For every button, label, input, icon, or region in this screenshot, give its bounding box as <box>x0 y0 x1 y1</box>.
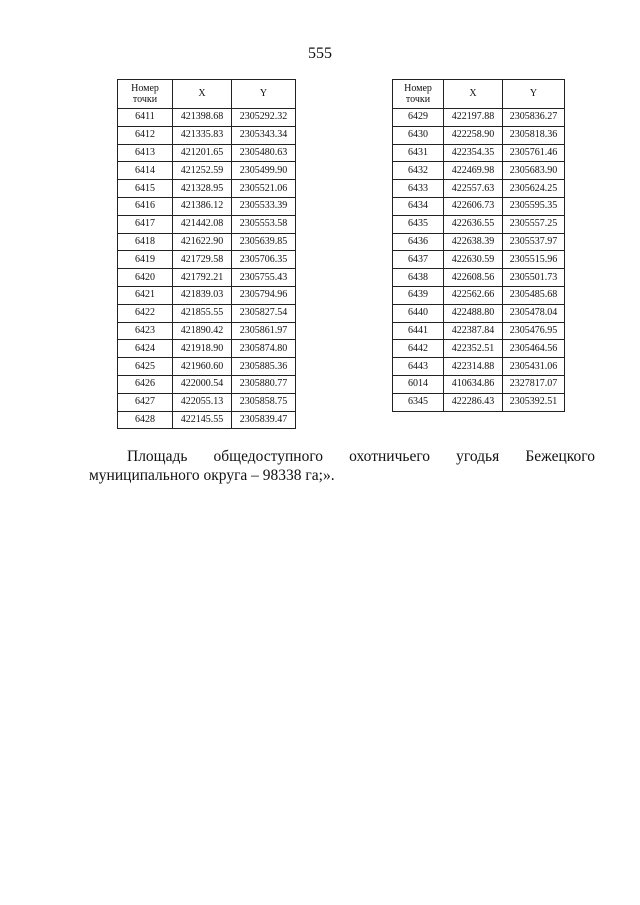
cell-point-number: 6440 <box>393 304 444 322</box>
cell-y: 2305499.90 <box>232 162 296 180</box>
coordinates-table-right <box>392 79 565 412</box>
cell-x: 421335.83 <box>173 126 232 144</box>
cell-y: 2305392.51 <box>503 393 565 411</box>
cell-point-number: 6434 <box>393 197 444 215</box>
cell-x: 421890.42 <box>173 322 232 340</box>
cell-point-number: 6416 <box>118 197 173 215</box>
cell-point-number: 6441 <box>393 322 444 340</box>
cell-x: 421328.95 <box>173 180 232 198</box>
cell-point-number: 6014 <box>393 375 444 393</box>
area-word: общедоступного <box>213 448 324 465</box>
cell-point-number: 6426 <box>118 375 173 393</box>
cell-point-number: 6428 <box>118 411 173 429</box>
table-row <box>393 269 565 287</box>
header-point-number <box>393 80 444 109</box>
cell-x: 422145.55 <box>173 411 232 429</box>
table-header-row <box>118 80 296 109</box>
table-row <box>393 180 565 198</box>
cell-y: 2305501.73 <box>503 269 565 287</box>
table-row <box>118 144 296 162</box>
cell-y: 2305431.06 <box>503 358 565 376</box>
cell-y: 2305624.25 <box>503 180 565 198</box>
table-row <box>118 180 296 198</box>
cell-x: 422606.73 <box>444 197 503 215</box>
table-row <box>118 126 296 144</box>
table-header-row <box>393 80 565 109</box>
cell-point-number: 6430 <box>393 126 444 144</box>
cell-x: 421201.65 <box>173 144 232 162</box>
header-point-number-line2: точки <box>132 94 158 105</box>
table-row <box>393 375 565 393</box>
cell-y: 2305818.36 <box>503 126 565 144</box>
table-left-body <box>118 109 296 429</box>
table-row <box>118 109 296 127</box>
cell-x: 422000.54 <box>173 375 232 393</box>
cell-point-number: 6439 <box>393 286 444 304</box>
cell-x: 421729.58 <box>173 251 232 269</box>
cell-point-number: 6345 <box>393 393 444 411</box>
table-row <box>393 251 565 269</box>
table-row <box>118 286 296 304</box>
cell-point-number: 6431 <box>393 144 444 162</box>
page-number: 555 <box>308 45 332 62</box>
cell-x: 422469.98 <box>444 162 503 180</box>
cell-x: 422562.66 <box>444 286 503 304</box>
header-y: Y <box>503 80 565 109</box>
table-row <box>393 144 565 162</box>
cell-point-number: 6427 <box>118 393 173 411</box>
cell-y: 2305880.77 <box>232 375 296 393</box>
cell-x: 422488.80 <box>444 304 503 322</box>
cell-x: 421622.90 <box>173 233 232 251</box>
cell-point-number: 6418 <box>118 233 173 251</box>
cell-x: 422638.39 <box>444 233 503 251</box>
cell-x: 422352.51 <box>444 340 503 358</box>
table-row <box>393 162 565 180</box>
area-paragraph-line1 <box>89 447 595 466</box>
table-row <box>393 126 565 144</box>
cell-point-number: 6420 <box>118 269 173 287</box>
table-row <box>118 197 296 215</box>
cell-y: 2305885.36 <box>232 358 296 376</box>
header-x: X <box>173 80 232 109</box>
cell-y: 2305861.97 <box>232 322 296 340</box>
cell-y: 2305683.90 <box>503 162 565 180</box>
area-word: Площадь <box>127 448 188 465</box>
cell-x: 422636.55 <box>444 215 503 233</box>
cell-y: 2305343.34 <box>232 126 296 144</box>
cell-point-number: 6433 <box>393 180 444 198</box>
cell-y: 2305292.32 <box>232 109 296 127</box>
table-row <box>118 375 296 393</box>
cell-y: 2305533.39 <box>232 197 296 215</box>
table-row <box>118 393 296 411</box>
table-row <box>393 393 565 411</box>
cell-x: 421855.55 <box>173 304 232 322</box>
cell-y: 2305858.75 <box>232 393 296 411</box>
table-row <box>118 411 296 429</box>
cell-x: 421252.59 <box>173 162 232 180</box>
cell-y: 2305478.04 <box>503 304 565 322</box>
cell-y: 2305836.27 <box>503 109 565 127</box>
table-row <box>118 304 296 322</box>
cell-y: 2305761.46 <box>503 144 565 162</box>
cell-x: 422387.84 <box>444 322 503 340</box>
cell-point-number: 6422 <box>118 304 173 322</box>
table-row <box>118 251 296 269</box>
cell-x: 422258.90 <box>444 126 503 144</box>
cell-y: 2305706.35 <box>232 251 296 269</box>
area-paragraph-line2: муниципального округа – 98338 га;». <box>89 467 335 484</box>
cell-point-number: 6436 <box>393 233 444 251</box>
cell-y: 2327817.07 <box>503 375 565 393</box>
header-y: Y <box>232 80 296 109</box>
cell-y: 2305480.63 <box>232 144 296 162</box>
cell-point-number: 6425 <box>118 358 173 376</box>
cell-x: 422354.35 <box>444 144 503 162</box>
cell-x: 422286.43 <box>444 393 503 411</box>
cell-point-number: 6423 <box>118 322 173 340</box>
cell-y: 2305485.68 <box>503 286 565 304</box>
table-row <box>118 322 296 340</box>
cell-point-number: 6429 <box>393 109 444 127</box>
cell-point-number: 6437 <box>393 251 444 269</box>
cell-y: 2305794.96 <box>232 286 296 304</box>
cell-point-number: 6442 <box>393 340 444 358</box>
cell-point-number: 6415 <box>118 180 173 198</box>
cell-point-number: 6414 <box>118 162 173 180</box>
cell-x: 422314.88 <box>444 358 503 376</box>
cell-point-number: 6412 <box>118 126 173 144</box>
header-point-number-line2: точки <box>405 94 431 105</box>
table-row <box>118 162 296 180</box>
cell-point-number: 6432 <box>393 162 444 180</box>
header-point-number-line1: Номер <box>404 83 432 94</box>
cell-x: 410634.86 <box>444 375 503 393</box>
table-row <box>118 269 296 287</box>
table-row <box>118 340 296 358</box>
table-row <box>118 233 296 251</box>
cell-point-number: 6435 <box>393 215 444 233</box>
table-row <box>393 358 565 376</box>
cell-y: 2305755.43 <box>232 269 296 287</box>
cell-y: 2305464.56 <box>503 340 565 358</box>
cell-x: 421839.03 <box>173 286 232 304</box>
cell-y: 2305839.47 <box>232 411 296 429</box>
area-paragraph <box>89 447 595 485</box>
cell-x: 421918.90 <box>173 340 232 358</box>
cell-x: 421386.12 <box>173 197 232 215</box>
header-x: X <box>444 80 503 109</box>
cell-y: 2305515.96 <box>503 251 565 269</box>
table-right-body <box>393 109 565 412</box>
cell-y: 2305827.54 <box>232 304 296 322</box>
cell-point-number: 6421 <box>118 286 173 304</box>
cell-point-number: 6443 <box>393 358 444 376</box>
table-row <box>118 215 296 233</box>
table-row <box>393 322 565 340</box>
cell-y: 2305553.58 <box>232 215 296 233</box>
cell-point-number: 6424 <box>118 340 173 358</box>
cell-point-number: 6411 <box>118 109 173 127</box>
area-word: охотничьего <box>349 448 431 465</box>
cell-x: 421442.08 <box>173 215 232 233</box>
cell-x: 422197.88 <box>444 109 503 127</box>
cell-point-number: 6438 <box>393 269 444 287</box>
header-point-number <box>118 80 173 109</box>
header-point-number-line1: Номер <box>131 83 159 94</box>
table-row <box>393 304 565 322</box>
cell-y: 2305521.06 <box>232 180 296 198</box>
table-row <box>118 358 296 376</box>
cell-y: 2305595.35 <box>503 197 565 215</box>
cell-x: 422055.13 <box>173 393 232 411</box>
cell-y: 2305557.25 <box>503 215 565 233</box>
cell-point-number: 6419 <box>118 251 173 269</box>
area-word: угодья <box>456 448 500 465</box>
table-row <box>393 286 565 304</box>
cell-y: 2305476.95 <box>503 322 565 340</box>
table-row <box>393 215 565 233</box>
table-row <box>393 233 565 251</box>
cell-y: 2305639.85 <box>232 233 296 251</box>
area-word: Бежецкого <box>525 448 595 465</box>
cell-x: 422557.63 <box>444 180 503 198</box>
cell-x: 421792.21 <box>173 269 232 287</box>
cell-x: 422630.59 <box>444 251 503 269</box>
cell-point-number: 6413 <box>118 144 173 162</box>
cell-x: 421398.68 <box>173 109 232 127</box>
cell-x: 422608.56 <box>444 269 503 287</box>
cell-point-number: 6417 <box>118 215 173 233</box>
cell-x: 421960.60 <box>173 358 232 376</box>
table-row <box>393 340 565 358</box>
cell-y: 2305537.97 <box>503 233 565 251</box>
table-row <box>393 109 565 127</box>
table-row <box>393 197 565 215</box>
cell-y: 2305874.80 <box>232 340 296 358</box>
coordinates-table-left <box>117 79 296 429</box>
